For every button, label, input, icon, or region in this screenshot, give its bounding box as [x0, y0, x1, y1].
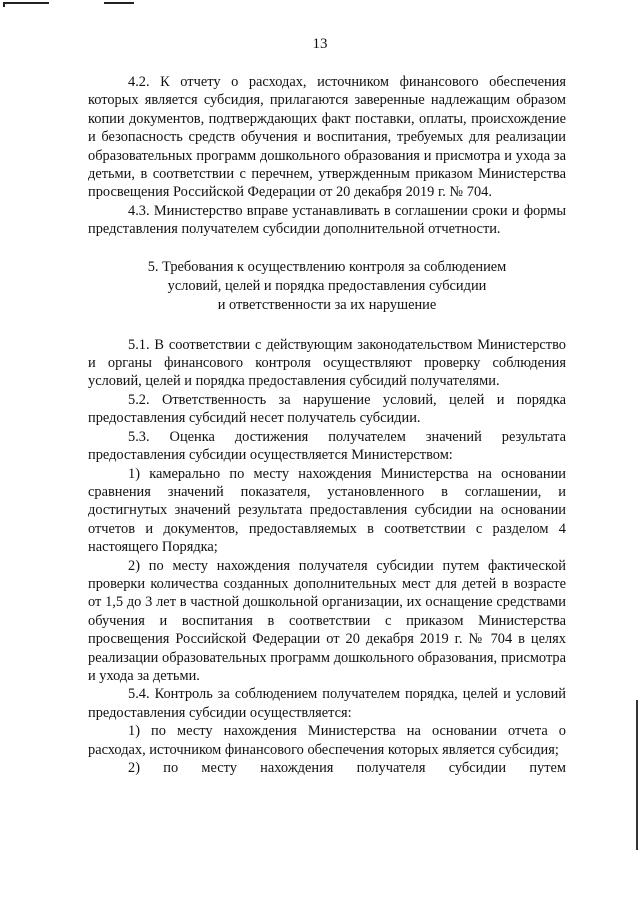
paragraph-5-3-item-2: 2) по месту нахождения получателя субсидии путем фактической проверки количества созданных дополнительных мест для детей в возрасте от 1,5 до 3 лет в частной дошкольной организации, их оснащение средствами обучения и воспитания в соответствии с приказом Министерства просвещения Российской Федерации от 20 декабря 2019 г. № 704 в целях реализации образовательных программ дошкольного образования, присмотра и ухода за детьми.	[88, 557, 566, 684]
paragraph-5-2: 5.2. Ответственность за нарушение условий, целей и порядка предоставления субсидий несет получатель субсидии.	[88, 391, 566, 427]
document-body	[88, 73, 566, 777]
page-number: 13	[312, 36, 328, 52]
paragraph-4-3: 4.3. Министерство вправе устанавливать в соглашении сроки и формы представления получателем субсидии дополнительной отчетности.	[88, 202, 566, 238]
scan-edge-mark	[104, 2, 134, 4]
paragraph-5-3-item-1: 1) камерально по месту нахождения Министерства на основании сравнения значений показателя, установленного в соглашении, и достигнутых значений результата предоставления субсидии на основании отчетов и документов, предоставляемых в соответствии с разделом 4 настоящего Порядка;	[88, 465, 566, 556]
paragraph-5-4-item-2: 2) по месту нахождения получателя субсидии путем	[128, 760, 566, 776]
section-heading-line: 5. Требования к осуществлению контроля за соблюдением	[147, 258, 507, 275]
paragraph-5-4: 5.4. Контроль за соблюдением получателем порядка, целей и условий предоставления субсидии осуществляется:	[88, 686, 566, 721]
paragraph-5-1: 5.1. В соответствии с действующим законодательством Министерство и органы финансового контроля осуществляют проверку соблюдения условий, целей и порядка предоставления субсидий получателями.	[88, 336, 566, 390]
paragraph-5-4-item-1: 1) по месту нахождения Министерства на основании отчета о расходах, источником финансового обеспечения которых является субсидия;	[88, 723, 566, 758]
section-heading-line: условий, целей и порядка предоставления субсидии	[167, 277, 487, 294]
scan-edge-mark	[636, 700, 638, 850]
scan-edge-mark	[3, 2, 49, 7]
paragraph-5-3: 5.3. Оценка достижения получателем значений результата предоставления субсидии осуществляется Министерством:	[88, 428, 566, 464]
section-heading-line: и ответственности за их нарушение	[217, 296, 437, 313]
paragraph-4-2: 4.2. К отчету о расходах, источником финансового обеспечения которых является субсидия, прилагаются заверенные надлежащим образом копии документов, подтверждающих факт поставки, оплаты, происхождение и безопасность средств обучения и воспитания, требуемых для реализации образовательных программ дошкольного образования и присмотра и ухода за детьми, в соответствии с перечнем, утвержденным приказом Министерства просвещения Российской Федерации от 20 декабря 2019 г. № 704.	[88, 74, 566, 201]
section-5-heading	[88, 258, 566, 315]
